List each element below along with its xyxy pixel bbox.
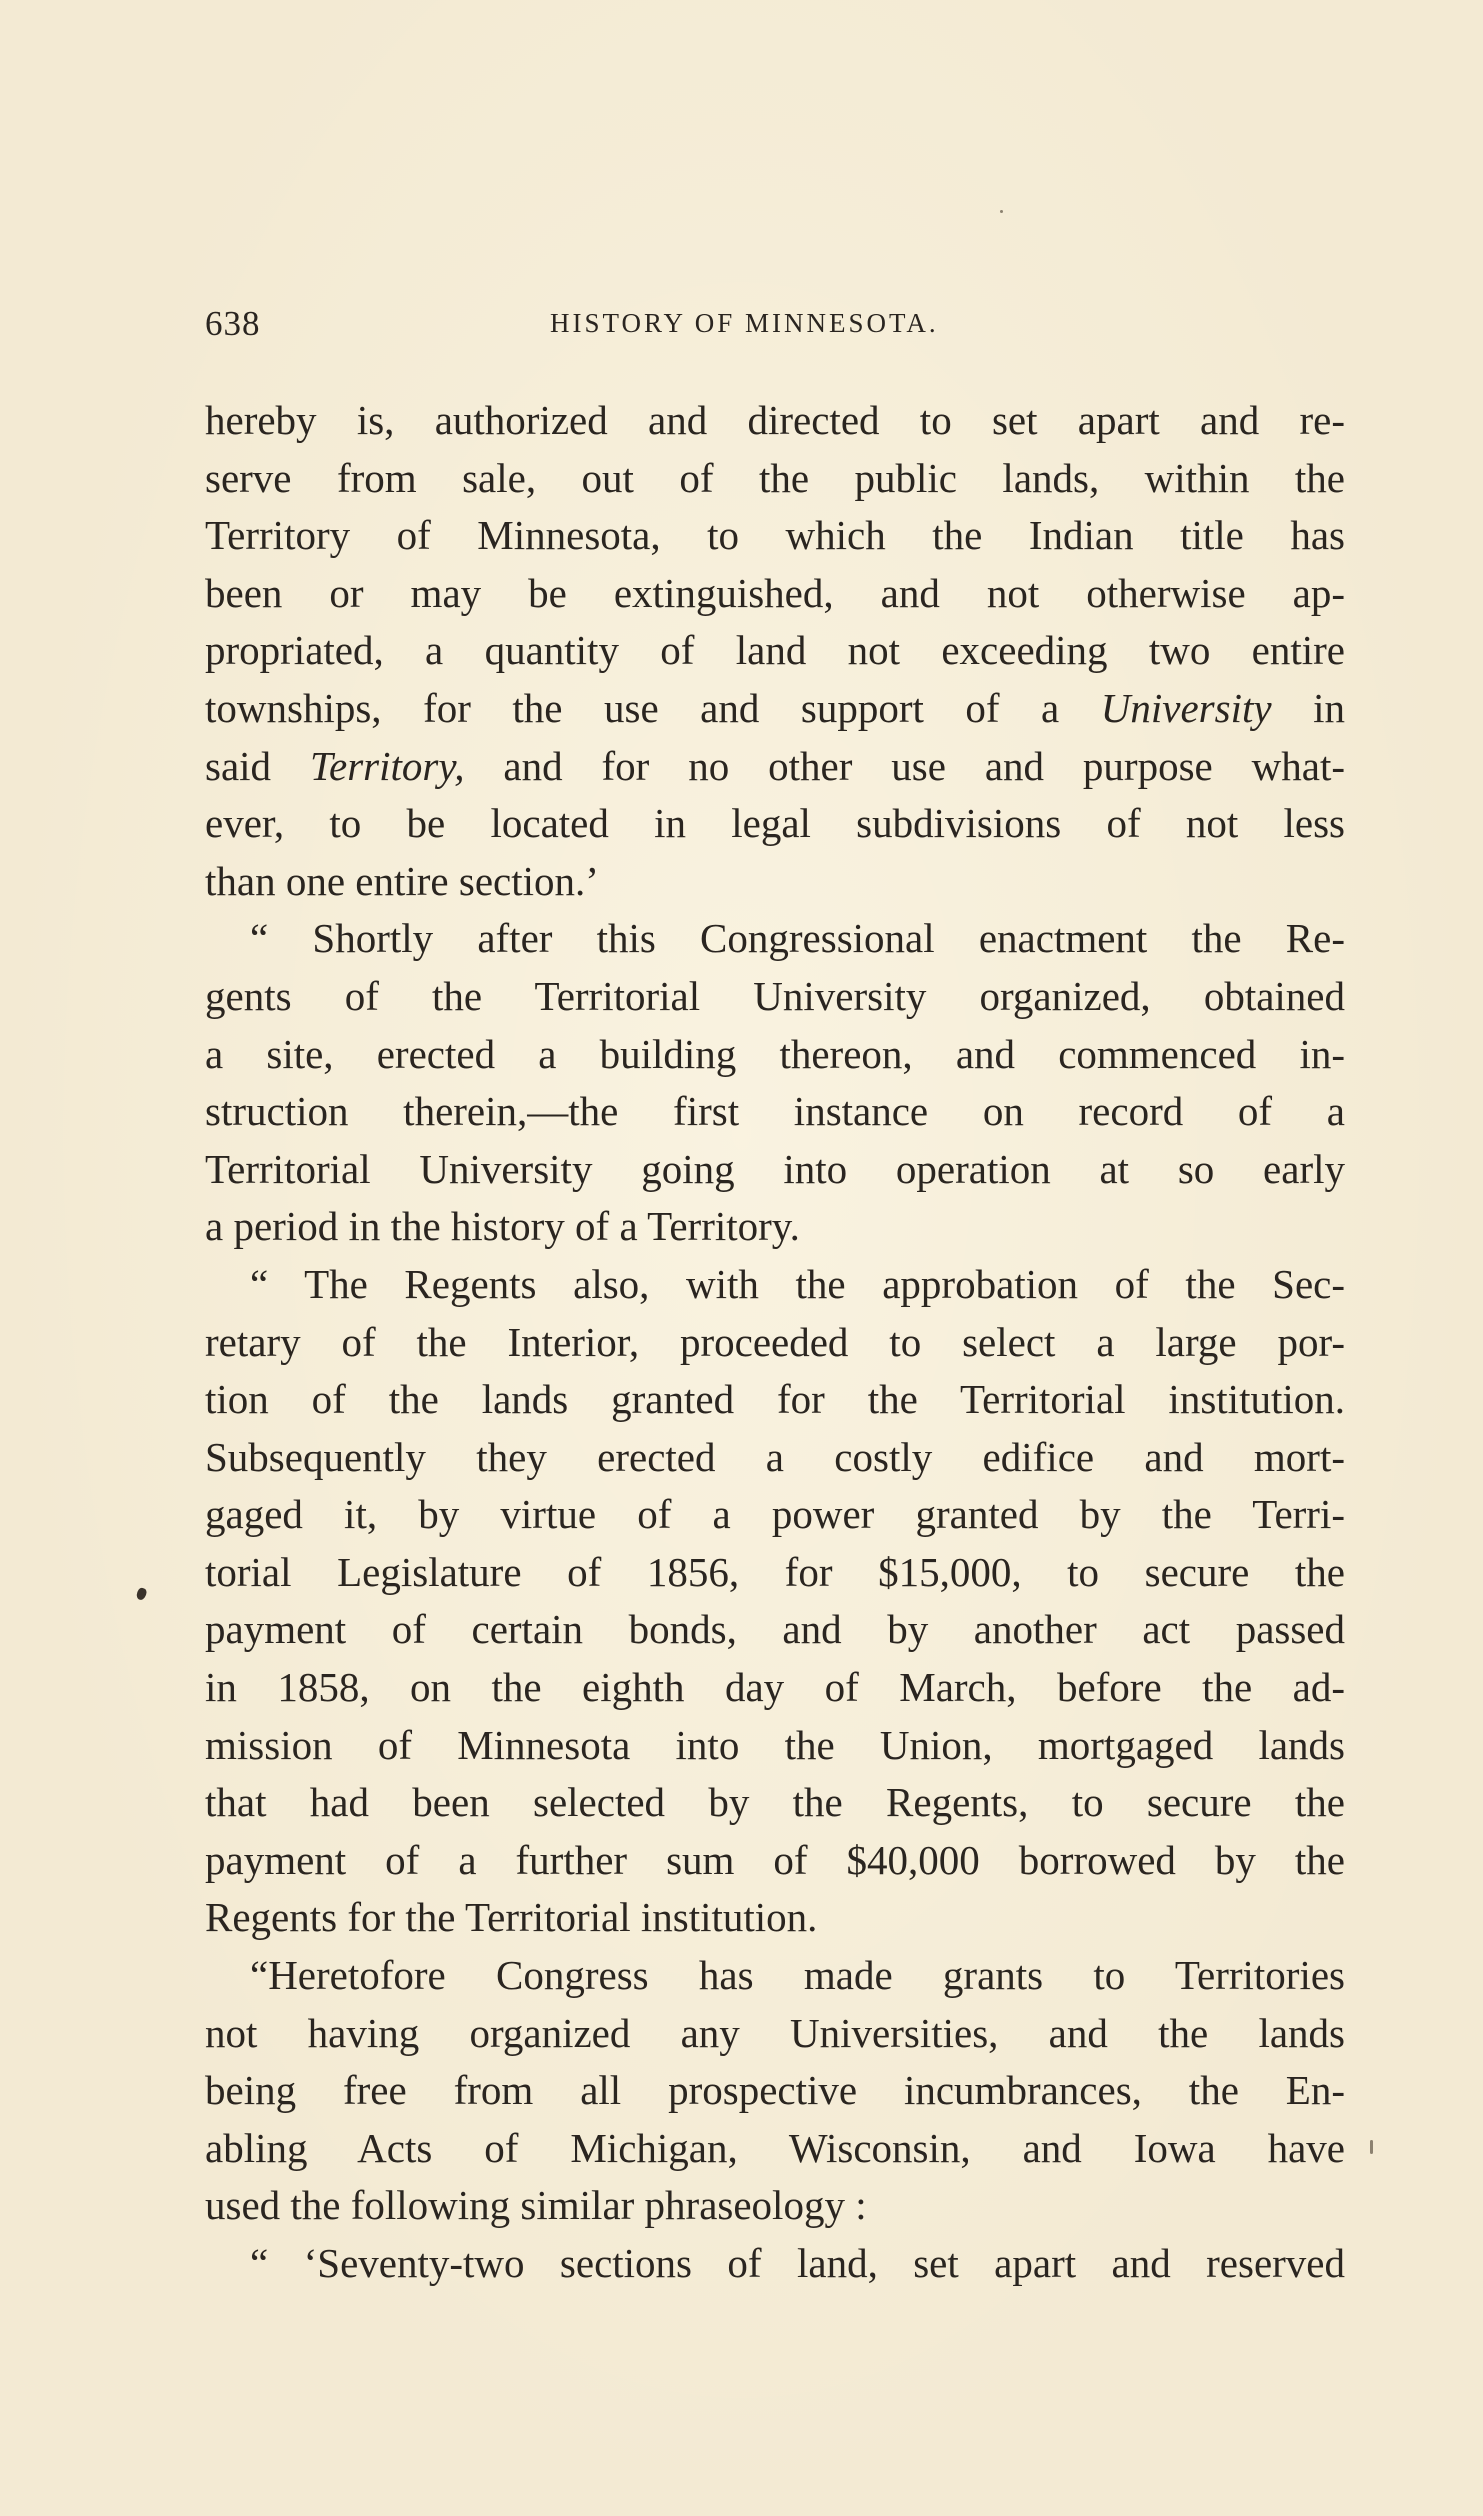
text-line-9: than one entire section.’ [205,857,599,904]
text-line-24: mission of Minnesota into the Union, mortgaged lands [205,1721,1345,1768]
text-run: townships, for the use and support of a [205,684,1101,731]
text-line-31: abling Acts of Michigan, Wisconsin, and Iowa have [205,2124,1345,2171]
text-line-23: in 1858, on the eighth day of March, before the ad- [205,1664,1345,1711]
text-line-10: “ Shortly after this Congressional enactment the Re- [250,915,1345,962]
paper-speck [1370,2140,1373,2154]
page-number: 638 [205,304,261,343]
text-line-33: “ ‘Seventy-two sections of land, set apart and reserved [250,2240,1345,2286]
text-line-28: “Heretofore Congress has made grants to Territories [250,1952,1345,1999]
text-line-6 [205,680,1345,738]
text-line-15: a period in the history of a Territory. [205,1203,800,1250]
text-line-12: a site, erected a building thereon, and commenced in- [205,1030,1345,1077]
text-line-32: used the following similar phraseology : [205,2182,867,2229]
italic-word-territory: Territory, [309,742,465,789]
text-line-17: retary of the Interior, proceeded to select a large por- [205,1318,1345,1365]
text-line-18: tion of the lands granted for the Territorial institution. [205,1376,1345,1423]
text-line-13: struction therein,—the first instance on record of a [205,1088,1345,1135]
text-line-27: Regents for the Territorial institution. [205,1894,818,1941]
text-line-16: “ The Regents also, with the approbation of the Sec- [250,1260,1345,1307]
paper-speck [1000,210,1003,213]
text-line-20: gaged it, by virtue of a power granted by the Terri- [205,1491,1345,1538]
text-line-4: been or may be extinguished, and not otherwise ap- [205,569,1345,616]
margin-ink-mark [135,1587,148,1601]
text-line-14: Territorial University going into operation at so early [205,1145,1345,1192]
text-run: in [1271,684,1345,731]
text-line-30: being free from all prospective incumbrances, the En- [205,2067,1345,2114]
running-head [205,300,1345,350]
text-line-5: propriated, a quantity of land not exceeding two entire [205,627,1345,674]
text-line-2: serve from sale, out of the public lands, within the [205,454,1345,501]
text-line-1: hereby is, authorized and directed to set apart and re- [205,397,1345,443]
text-line-19: Subsequently they erected a costly edifice and mort- [205,1433,1345,1480]
running-title: HISTORY OF MINNESOTA. [550,308,939,338]
italic-word-university: University [1100,684,1272,731]
body-text [205,392,1345,2293]
text-line-26: payment of a further sum of $40,000 borrowed by the [205,1836,1345,1883]
text-line-7 [205,738,1345,796]
text-line-21: torial Legislature of 1856, for $15,000, to secure the [205,1548,1345,1595]
text-run: and for no other use and purpose what- [464,742,1345,789]
text-line-8: ever, to be located in legal subdivisions of not less [205,800,1345,847]
text-line-25: that had been selected by the Regents, to secure the [205,1779,1345,1826]
text-line-22: payment of certain bonds, and by another act passed [205,1606,1345,1653]
text-run: said [205,742,310,789]
text-line-11: gents of the Territorial University organized, obtained [205,972,1345,1019]
text-line-3: Territory of Minnesota, to which the Indian title has [205,512,1345,559]
text-line-29: not having organized any Universities, and the lands [205,2009,1345,2056]
